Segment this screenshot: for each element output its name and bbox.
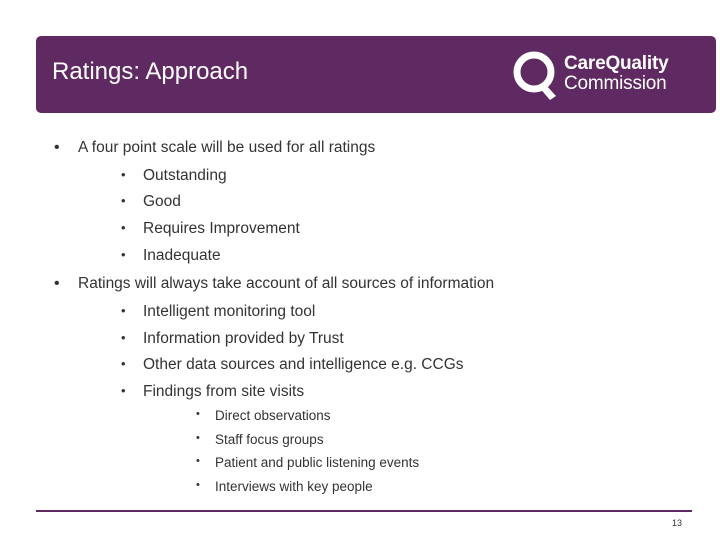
bullet-marker: • xyxy=(121,330,126,345)
bullet-marker: • xyxy=(196,455,200,467)
bullet-text: A four point scale will be used for all ratings xyxy=(78,139,376,156)
bullet-marker: • xyxy=(121,220,126,235)
bullet-marker: • xyxy=(54,139,60,156)
logo-text-line2: Commission xyxy=(564,73,667,94)
bullet-text: Outstanding xyxy=(143,167,227,184)
bullet-marker: • xyxy=(121,383,126,398)
bullet-text: Direct observations xyxy=(215,408,331,423)
bullet-text: Requires Improvement xyxy=(143,220,300,237)
bullet-marker: • xyxy=(121,356,126,371)
logo-text-line1: CareQuality xyxy=(564,53,669,74)
bullet-text: Staff focus groups xyxy=(215,432,324,447)
bullet-marker: • xyxy=(121,167,126,182)
bullet-marker: • xyxy=(196,479,200,491)
slide-title: Ratings: Approach xyxy=(52,58,249,85)
bullet-marker: • xyxy=(121,303,126,318)
bullet-text: Other data sources and intelligence e.g. CCGs xyxy=(143,356,464,373)
page-number: 13 xyxy=(672,518,683,528)
bullet-text: Interviews with key people xyxy=(215,479,373,494)
footer-divider xyxy=(36,510,692,512)
bullet-text: Good xyxy=(143,193,181,210)
bullet-marker: • xyxy=(54,275,60,292)
bullet-marker: • xyxy=(121,193,126,208)
bullet-text: Intelligent monitoring tool xyxy=(143,303,316,320)
bullet-text: Inadequate xyxy=(143,247,221,264)
bullet-marker: • xyxy=(196,432,200,444)
bullet-text: Ratings will always take account of all sources of information xyxy=(78,275,495,292)
bullet-text: Findings from site visits xyxy=(143,383,305,400)
bullet-marker: • xyxy=(196,408,200,420)
bullet-text: Patient and public listening events xyxy=(215,455,420,470)
bullet-marker: • xyxy=(121,247,126,262)
bullet-text: Information provided by Trust xyxy=(143,330,344,347)
